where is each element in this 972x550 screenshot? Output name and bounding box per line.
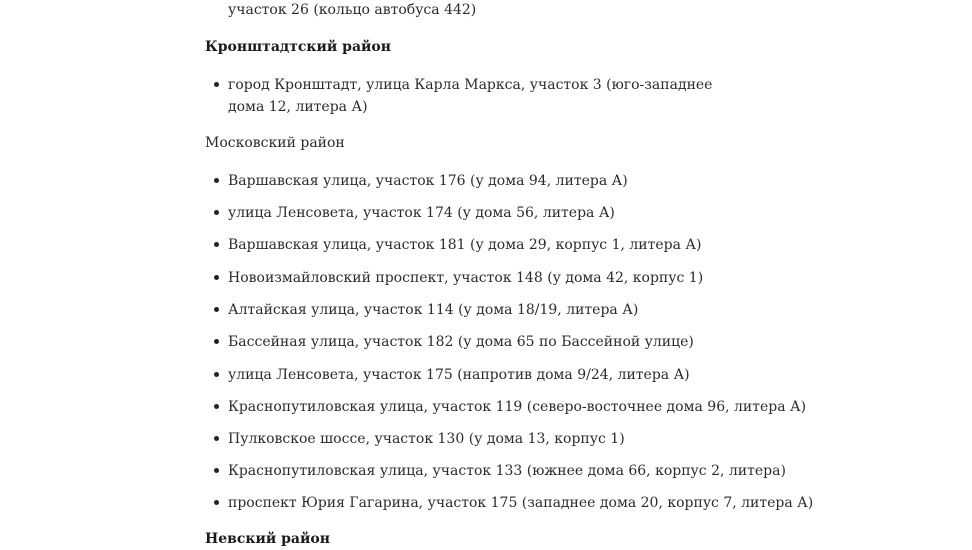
bullet-icon <box>205 396 227 418</box>
list-item-text: улица Ленсовета, участок 175 (напротив дома 9/24, литера А) <box>228 367 690 383</box>
bullet-icon <box>205 331 227 353</box>
list-item-text: проспект Юрия Гагарина, участок 175 (западнее дома 20, корпус 7, литера А) <box>228 495 814 511</box>
list-item-text: Краснопутиловская улица, участок 119 (северо-восточнее дома 96, литера А) <box>228 399 807 415</box>
bullet-icon <box>205 460 227 482</box>
list-item-text: Бассейная улица, участок 182 (у дома 65 по Бассейной улице) <box>228 334 694 350</box>
list-item-text: Варшавская улица, участок 176 (у дома 94, литера А) <box>228 173 628 189</box>
district-heading-moskovsky: Московский район <box>205 135 345 151</box>
list-item-text: Новоизмайловский проспект, участок 148 (у дома 42, корпус 1) <box>228 270 704 286</box>
bullet-icon <box>205 202 227 224</box>
list-item-text: Пулковское шоссе, участок 130 (у дома 13, корпус 1) <box>228 431 625 447</box>
list-item <box>205 74 725 118</box>
bullet-icon <box>205 299 227 321</box>
bullet-icon <box>205 428 227 450</box>
bullet-icon <box>205 170 227 192</box>
bullet-icon <box>205 74 227 96</box>
list-item-text: Варшавская улица, участок 181 (у дома 29, корпус 1, литера А) <box>228 237 702 253</box>
bullet-icon <box>205 234 227 256</box>
bullet-icon <box>205 364 227 386</box>
list-item-text: Алтайская улица, участок 114 (у дома 18/19, литера А) <box>228 302 639 318</box>
district-heading-kronshtadt: Кронштадтский район <box>205 39 392 55</box>
list-item-text: улица Ленсовета, участок 174 (у дома 56, литера А) <box>228 205 615 221</box>
bullet-icon <box>205 492 227 514</box>
district-heading-nevsky: Невский район <box>205 531 330 547</box>
list-item-text: город Кронштадт, улица Карла Маркса, участок 3 (юго-западнее дома 12, литера А) <box>228 77 713 115</box>
list-item-continuation: участок 26 (кольцо автобуса 442) <box>228 2 477 18</box>
list-item-text: Краснопутиловская улица, участок 133 (южнее дома 66, корпус 2, литера) <box>228 463 786 479</box>
bullet-icon <box>205 267 227 289</box>
